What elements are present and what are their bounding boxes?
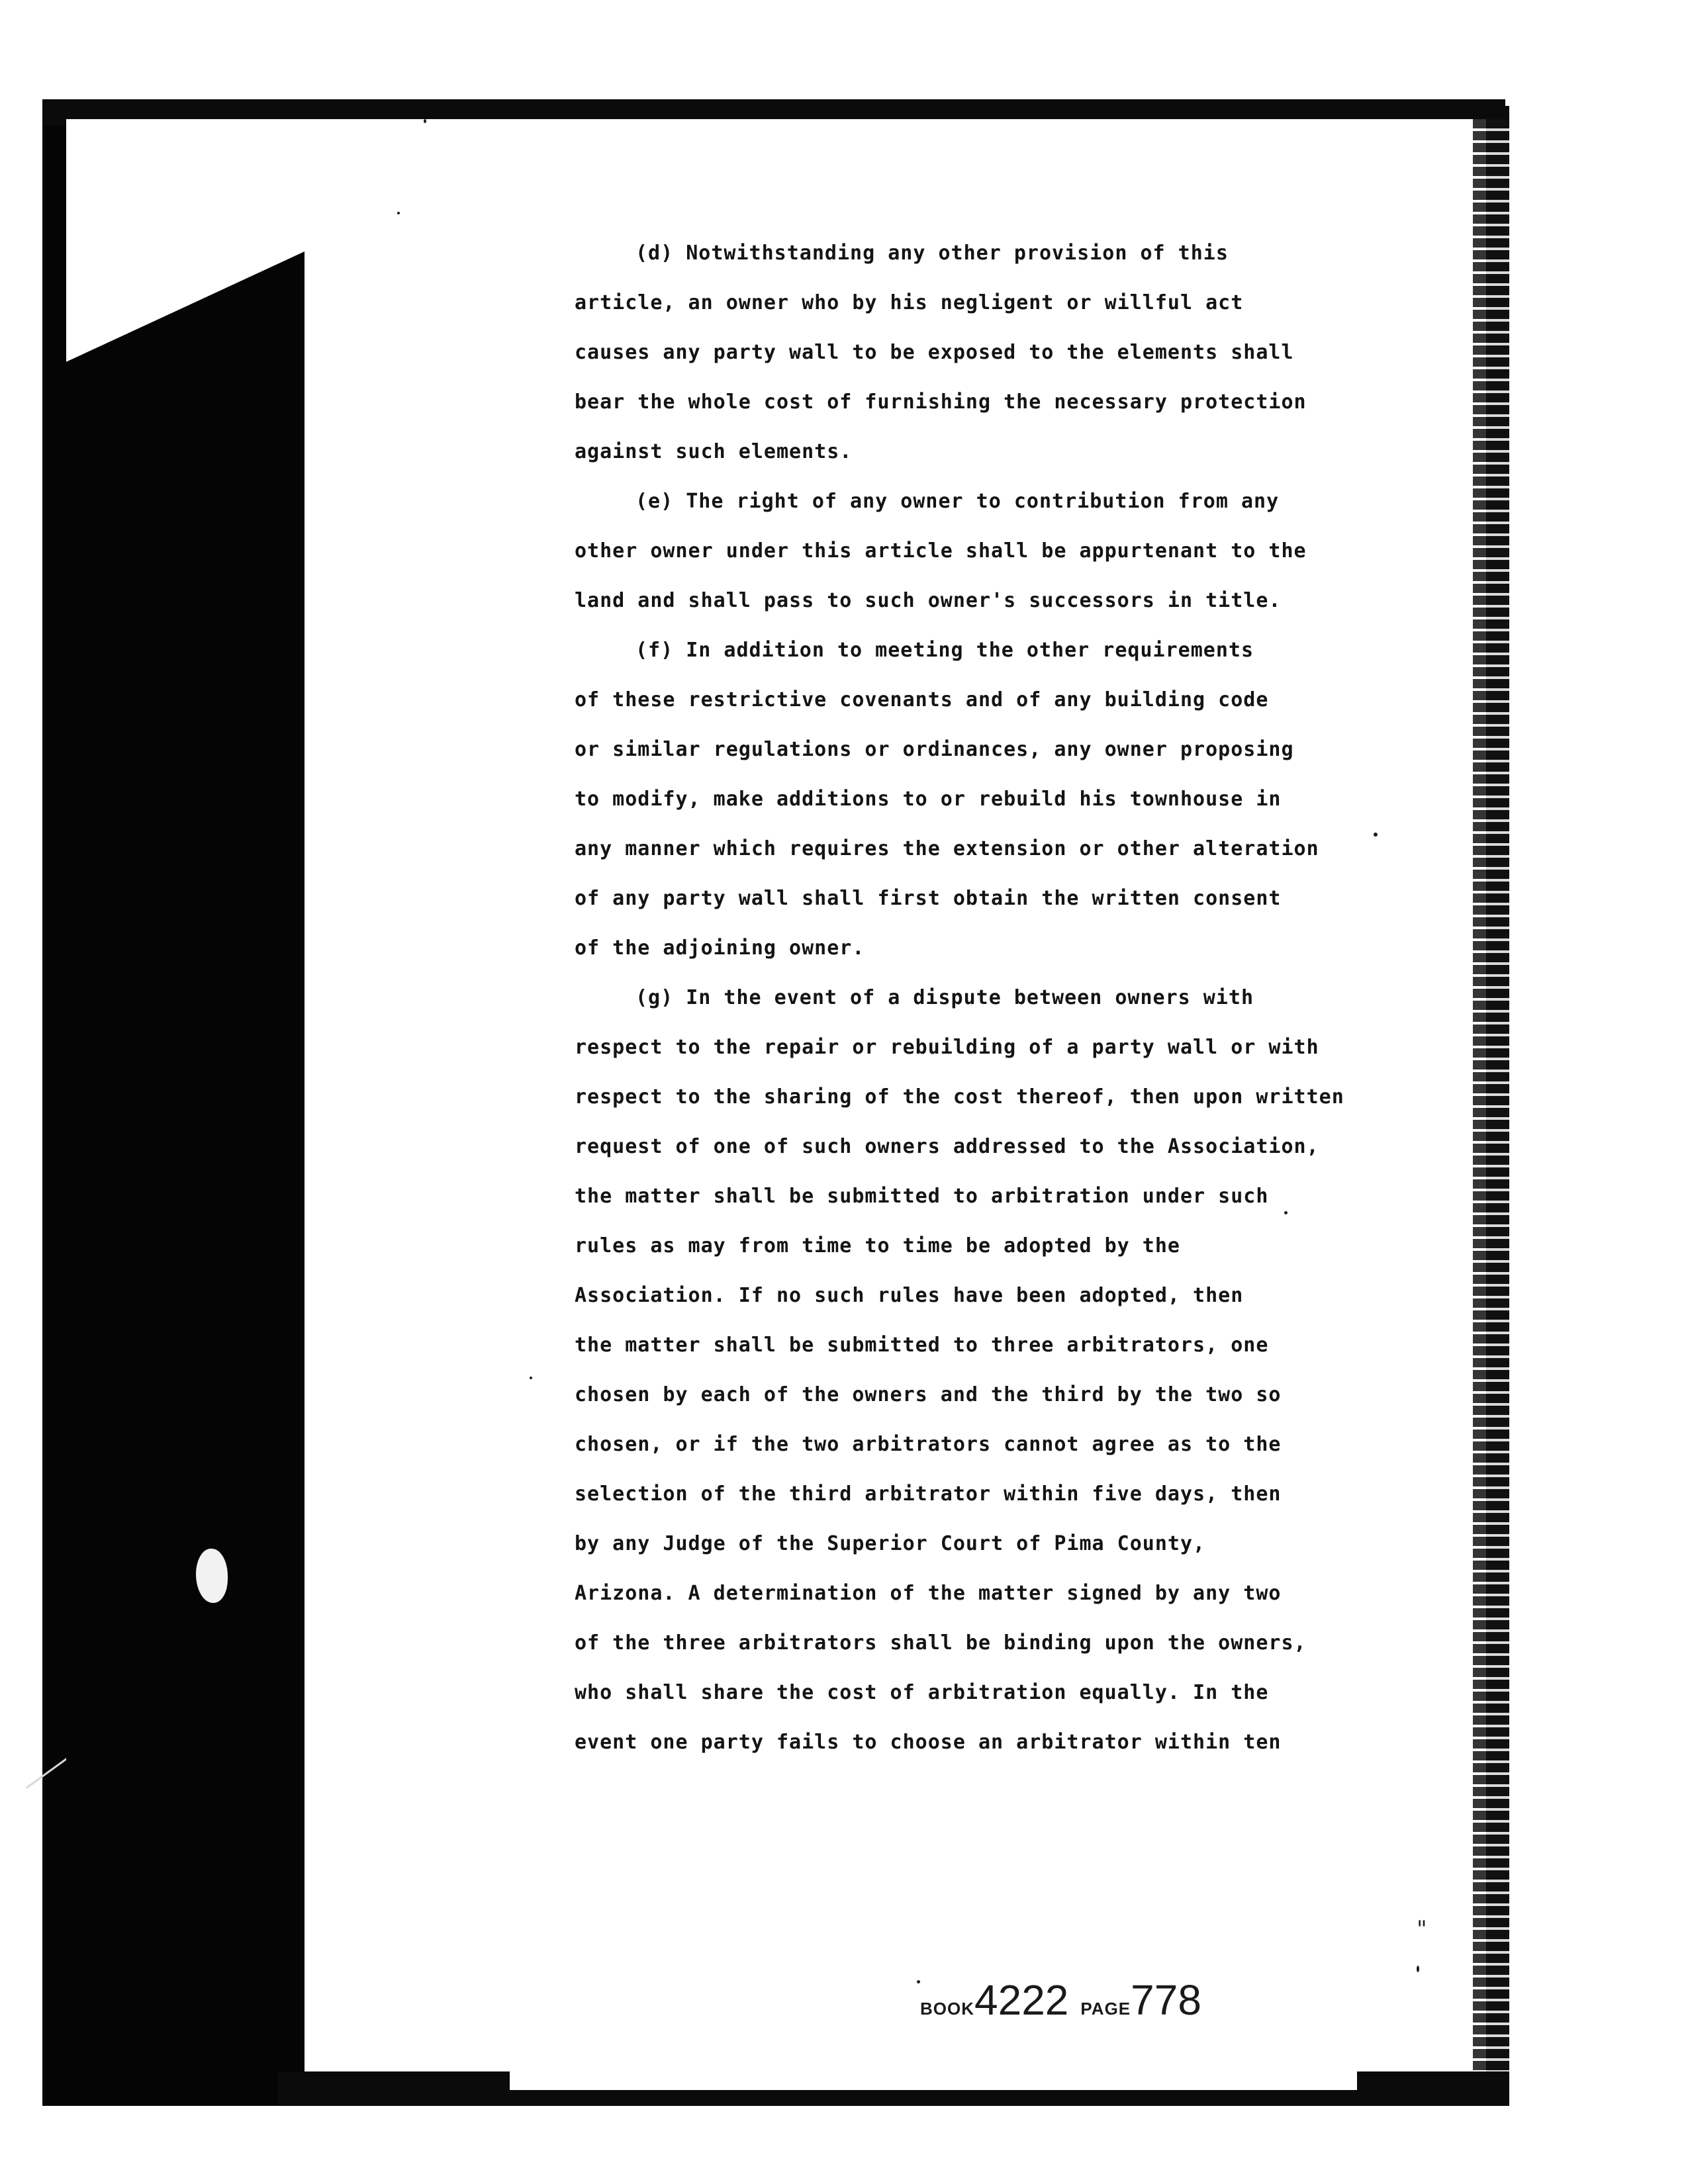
text-line: article, an owner who by his negligent or willful act: [575, 291, 1244, 314]
text-line: respect to the sharing of the cost thereof, then upon written: [575, 1085, 1344, 1109]
scan-bottom-bar-left: [278, 2071, 510, 2106]
text-line: who shall share the cost of arbitration equally. In the: [575, 1681, 1269, 1704]
text-line: chosen by each of the owners and the third by the two so: [575, 1383, 1282, 1406]
text-line: chosen, or if the two arbitrators cannot agree as to the: [575, 1433, 1282, 1456]
text-line: of the three arbitrators shall be binding upon the owners,: [575, 1631, 1307, 1655]
scan-speck: [397, 212, 400, 214]
text-line: causes any party wall to be exposed to the elements shall: [575, 341, 1294, 364]
document-body: [575, 228, 1342, 1767]
text-line: request of one of such owners addressed to the Association,: [575, 1135, 1319, 1158]
text-line: any manner which requires the extension or other alteration: [575, 837, 1319, 860]
scan-speck: [424, 119, 426, 123]
text-line: against such elements.: [575, 440, 853, 463]
text-line: of these restrictive covenants and of any building code: [575, 688, 1269, 711]
book-number: 4222: [974, 1976, 1069, 2024]
page-number: 778: [1131, 1976, 1201, 2024]
text-line: land and shall pass to such owner's successors in title.: [575, 589, 1282, 612]
text-line: event one party fails to choose an arbitrator within ten: [575, 1731, 1282, 1754]
paragraph-first-line: (d) Notwithstanding any other provision of this: [635, 242, 1229, 265]
text-line: Arizona. A determination of the matter signed by any two: [575, 1582, 1282, 1605]
scan-bottom-bar-right: [1357, 2071, 1509, 2106]
margin-mark: ": [1417, 1916, 1427, 1942]
book-page-stamp: [920, 1976, 1201, 2025]
text-line: the matter shall be submitted to three arbitrators, one: [575, 1334, 1269, 1357]
text-line: of any party wall shall first obtain the written consent: [575, 887, 1282, 910]
text-line: respect to the repair or rebuilding of a party wall or with: [575, 1036, 1319, 1059]
scan-black-wedge: [66, 251, 305, 2091]
book-label: BOOK: [920, 1999, 974, 2019]
text-line: rules as may from time to time be adopted by the: [575, 1234, 1180, 1257]
scan-white-blot: [196, 1549, 228, 1603]
scan-speck: [1374, 833, 1378, 837]
paragraph-first-line: (e) The right of any owner to contribution from any: [635, 490, 1280, 513]
text-line: of the adjoining owner.: [575, 936, 865, 960]
text-line: Association. If no such rules have been adopted, then: [575, 1284, 1244, 1307]
paragraph-first-line: (f) In addition to meeting the other requirements: [635, 639, 1254, 662]
scan-right-strip: [1473, 119, 1509, 2105]
page-label: PAGE: [1080, 1999, 1131, 2019]
text-line: to modify, make additions to or rebuild his townhouse in: [575, 788, 1282, 811]
text-line: or similar regulations or ordinances, any owner proposing: [575, 738, 1294, 761]
scan-speck: [530, 1377, 532, 1379]
text-line: selection of the third arbitrator within five days, then: [575, 1482, 1282, 1506]
paragraph-first-line: (g) In the event of a dispute between owners with: [635, 986, 1254, 1009]
text-line: the matter shall be submitted to arbitration under such: [575, 1185, 1269, 1208]
text-line: other owner under this article shall be appurtenant to the: [575, 539, 1307, 563]
text-line: bear the whole cost of furnishing the necessary protection: [575, 390, 1307, 414]
text-line: by any Judge of the Superior Court of Pima County,: [575, 1532, 1206, 1555]
scan-speck: [1417, 1966, 1419, 1972]
